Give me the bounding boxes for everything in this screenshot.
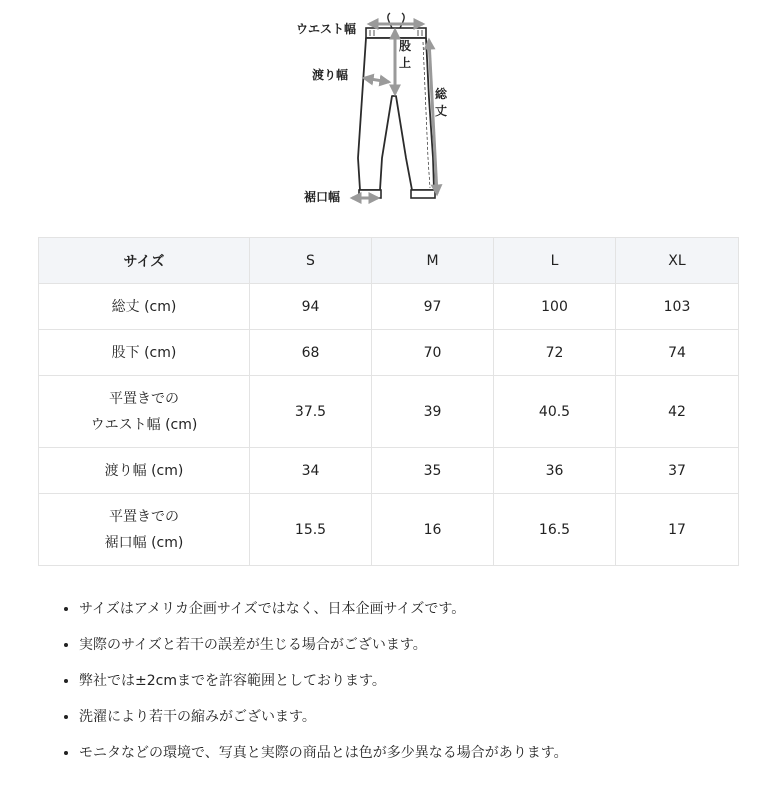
table-row (39, 448, 739, 494)
table-cell: 15.5 (250, 494, 372, 566)
table-cell: 72 (494, 330, 616, 376)
waist-label: ウエスト幅 (296, 22, 357, 36)
table-cell: 39 (372, 376, 494, 448)
header-size-l: L (494, 238, 616, 284)
table-header-row (39, 238, 739, 284)
thigh-label: 渡り幅 (312, 68, 349, 82)
list-item: • 洗濯により若干の縮みがございます。 (79, 706, 759, 742)
row-label: 平置きでの ウエスト幅 (cm) (39, 376, 250, 448)
header-size-s: S (250, 238, 372, 284)
row-label: 股下 (cm) (39, 330, 250, 376)
list-item: • モニタなどの環境で、写真と実際の商品とは色が多少異なる場合があります。 (79, 742, 759, 778)
table-cell: 94 (250, 284, 372, 330)
header-size-label: サイズ (39, 238, 250, 284)
table-cell: 37 (616, 448, 739, 494)
table-cell: 40.5 (494, 376, 616, 448)
table-row (39, 330, 739, 376)
table-row (39, 494, 739, 566)
table-cell: 103 (616, 284, 739, 330)
pants-illustration (290, 8, 490, 218)
table-cell: 42 (616, 376, 739, 448)
row-label: 総丈 (cm) (39, 284, 250, 330)
table-row (39, 376, 739, 448)
table-cell: 70 (372, 330, 494, 376)
table-row (39, 284, 739, 330)
header-size-m: M (372, 238, 494, 284)
table-cell: 36 (494, 448, 616, 494)
notes-list (60, 598, 759, 778)
list-item: • 弊社では±2cmまでを許容範囲としております。 (79, 670, 759, 706)
list-item: • サイズはアメリカ企画サイズではなく、日本企画サイズです。 (79, 598, 759, 634)
hem-label: 裾口幅 (304, 190, 341, 204)
table-cell: 16 (372, 494, 494, 566)
table-cell: 35 (372, 448, 494, 494)
table-cell: 74 (616, 330, 739, 376)
row-label: 渡り幅 (cm) (39, 448, 250, 494)
table-cell: 34 (250, 448, 372, 494)
rise-label: 股上 (398, 39, 411, 70)
list-item: • 実際のサイズと若干の誤差が生じる場合がございます。 (79, 634, 759, 670)
table-cell: 100 (494, 284, 616, 330)
table-cell: 97 (372, 284, 494, 330)
table-cell: 37.5 (250, 376, 372, 448)
length-label: 総丈 (434, 87, 447, 118)
size-chart-table (38, 237, 739, 566)
row-label: 平置きでの 裾口幅 (cm) (39, 494, 250, 566)
table-cell: 17 (616, 494, 739, 566)
header-size-xl: XL (616, 238, 739, 284)
pants-measurement-diagram (290, 8, 490, 218)
table-cell: 16.5 (494, 494, 616, 566)
table-cell: 68 (250, 330, 372, 376)
